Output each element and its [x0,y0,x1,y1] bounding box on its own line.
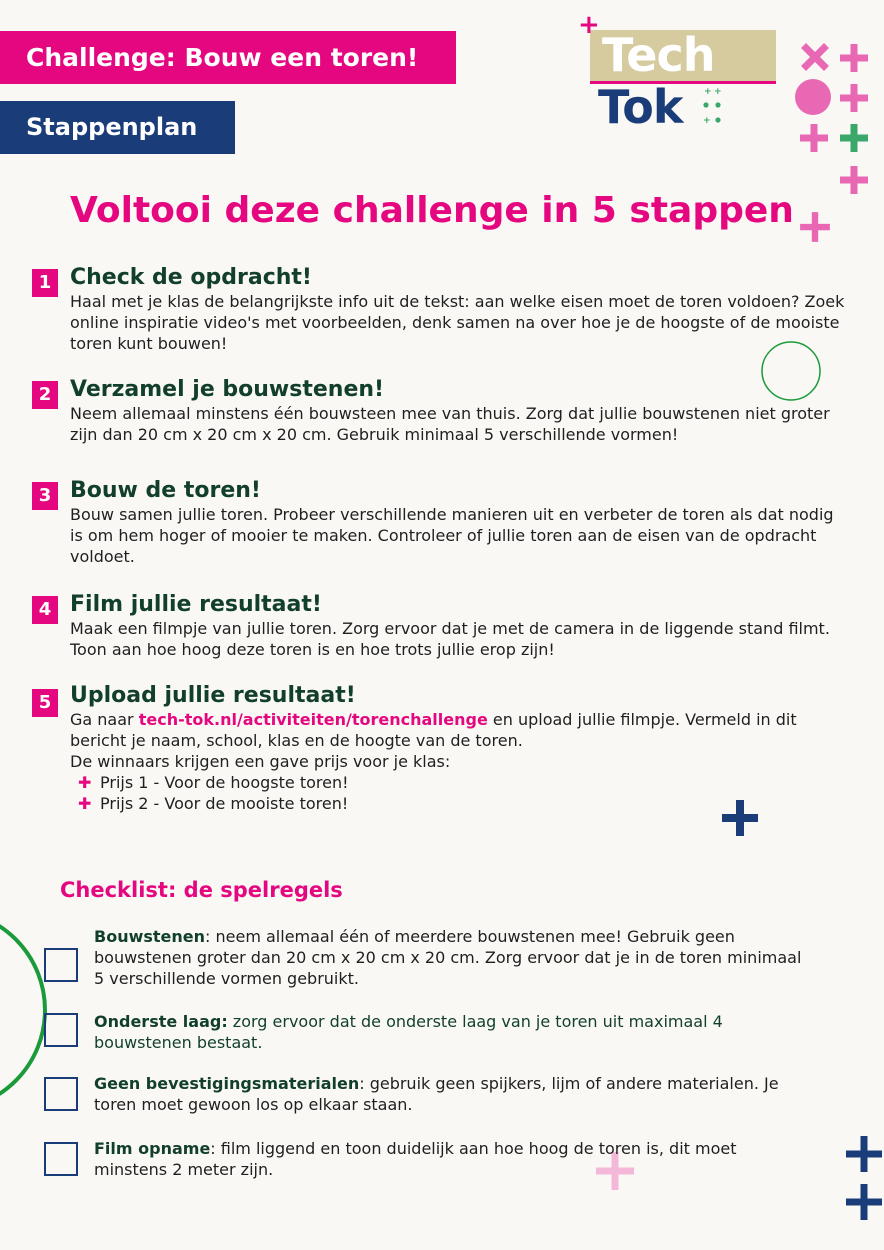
checklist-item-text [94,1011,814,1053]
checklist-item-label: Bouwstenen [94,927,206,946]
checklist-item-label: Film opname [94,1139,211,1158]
step-title: Verzamel je bouwstenen! [70,377,385,402]
circle-icon [794,78,832,116]
step-2 [32,377,852,447]
plus-icon [798,210,832,244]
checklist-item-text [94,1073,814,1115]
plus-icon-navy [844,1182,884,1222]
step-1 [32,265,852,355]
plus-bullet-icon: ✚ [78,794,92,813]
plus-icon [798,122,830,154]
checkbox[interactable] [44,1142,78,1176]
step-4 [32,592,852,662]
page-title: Voltooi deze challenge in 5 stappen [70,190,794,231]
step-number: 4 [32,596,58,624]
checklist-item-bouwstenen [44,926,814,992]
list-item [70,793,850,814]
step-title: Check de opdracht! [70,265,312,290]
step-number: 1 [32,269,58,297]
step-3 [32,478,852,568]
plus-icon-navy [844,1134,884,1174]
checklist-item-description: zorg ervoor dat de onderste laag van je toren uit maximaal 4 bouwstenen bestaat. [94,1012,723,1052]
step-text: Maak een filmpje van jullie toren. Zorg ervoor dat je met de camera in de liggende stand filmt. Toon aan hoe hoog deze toren is en hoe trots jullie erop zijn! [70,619,830,659]
svg-text:+: + [703,116,711,126]
prize-text: Prijs 1 - Voor de hoogste toren! [100,773,349,792]
plus-icon-green [838,122,870,154]
checkbox[interactable] [44,1013,78,1047]
logo-plus-icon: + [578,10,600,40]
logo-word-tech: Tech [602,28,715,82]
step-text-prefix: Ga naar [70,710,139,729]
step-5 [32,683,852,823]
challenge-title-banner: Challenge: Bouw een toren! [0,31,456,84]
large-circle-outline-icon [0,905,50,1115]
step-title: Film jullie resultaat! [70,592,322,617]
checklist-item-bevestigingsmaterialen [44,1073,814,1117]
checklist-item-onderste-laag [44,1011,814,1055]
step-text: Bouw samen jullie toren. Probeer verschillende manieren uit en verbeter de toren als dat nodig is om hem hoger of mooier te maken. Controleer of jullie toren aan de eisen van de opdracht voldoet. [70,505,834,566]
checklist-item-description: : film liggend en toon duidelijk aan hoe hoog de toren is, dit moet minstens 2 meter zijn. [94,1139,737,1179]
checklist-item-text [94,926,814,989]
checklist-item-description: : gebruik geen spijkers, lijm of andere materialen. Je toren moet gewoon los op elkaar staan. [94,1074,779,1114]
checklist-item-description: : neem allemaal één of meerdere bouwstenen mee! Gebruik geen bouwstenen groter dan 20 cm x 20 cm x 20 cm. Zorg ervoor dat je in de toren minimaal 5 verschillende vormen gebruikt. [94,927,802,988]
plus-bullet-icon: ✚ [78,773,92,792]
logo-word-tok: Tok [598,80,683,134]
checklist-item-text [94,1138,814,1180]
challenge-link[interactable]: tech-tok.nl/activiteiten/torenchallenge [138,710,488,729]
logo-dots-icon [700,86,726,126]
checklist-item-film-opname [44,1138,814,1182]
step-text [70,709,850,814]
prize-text: Prijs 2 - Voor de mooiste toren! [100,794,349,813]
step-title: Bouw de toren! [70,478,261,503]
checklist-item-label: Onderste laag: [94,1012,228,1031]
step-text: Haal met je klas de belangrijkste info uit de tekst: aan welke eisen moet de toren voldoen? Zoek online inspiratie video's met voorbeelden, denk samen na over hoe je de hoogste of de mooiste toren kunt bouwen! [70,292,845,353]
checklist-heading: Checklist: de spelregels [60,878,343,902]
checklist-item-label: Geen bevestigingsmaterialen [94,1074,360,1093]
svg-text:+: + [714,87,722,97]
step-number: 3 [32,482,58,510]
svg-text:+: + [704,87,712,97]
winners-text: De winnaars krijgen een gave prijs voor je klas: [70,752,451,771]
prize-list [70,772,850,814]
checkbox[interactable] [44,1077,78,1111]
step-title: Upload jullie resultaat! [70,683,356,708]
checkbox[interactable] [44,948,78,982]
step-text-suffix: en upload jullie filmpje. Vermeld in dit bericht je naam, school, klas en de hoogte van de toren. [70,710,797,750]
stappenplan-banner: Stappenplan [0,101,235,154]
cross-icon [800,42,830,72]
plus-icon [838,164,870,196]
plus-icon [838,82,870,114]
plus-icon [838,42,870,74]
step-number: 2 [32,381,58,409]
step-number: 5 [32,689,58,717]
list-item [70,772,850,793]
step-text: Neem allemaal minstens één bouwsteen mee van thuis. Zorg dat jullie bouwstenen niet groter zijn dan 20 cm x 20 cm x 20 cm. Gebruik minimaal 5 verschillende vormen! [70,404,830,444]
